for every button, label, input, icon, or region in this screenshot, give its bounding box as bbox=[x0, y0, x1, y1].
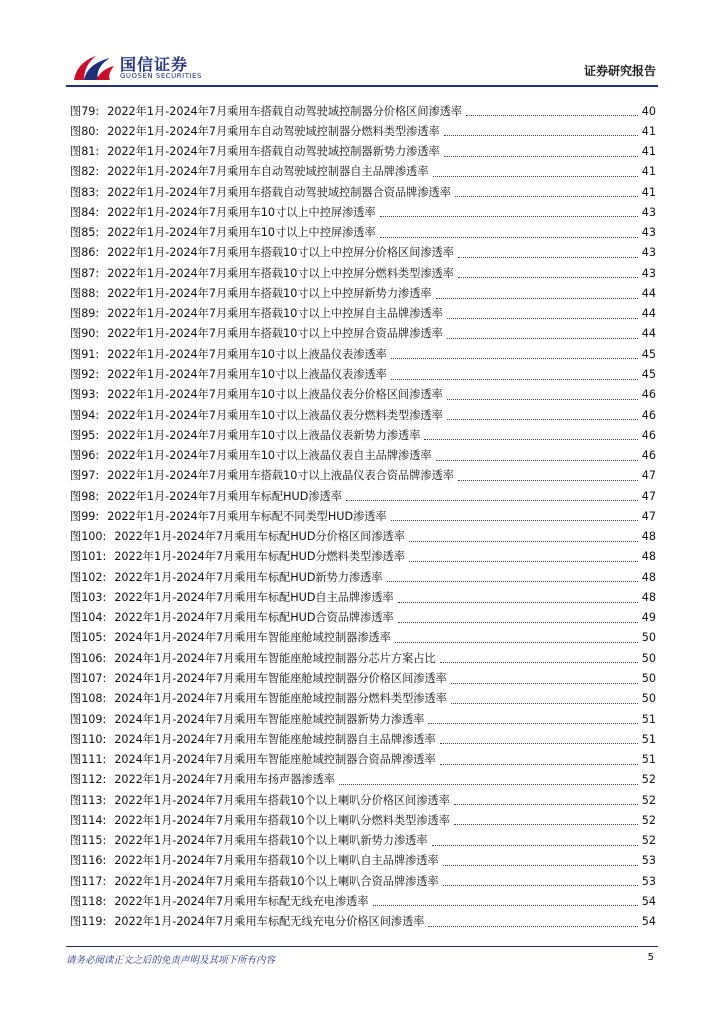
toc-dot-leader bbox=[339, 783, 638, 785]
toc-entry-page: 46 bbox=[641, 428, 656, 442]
toc-entry[interactable] bbox=[70, 263, 656, 283]
toc-entry-label: 图87: bbox=[70, 266, 100, 280]
toc-dot-leader bbox=[346, 499, 638, 501]
toc-entry-page: 51 bbox=[641, 753, 656, 767]
toc-entry-page: 43 bbox=[641, 246, 656, 260]
toc-entry-title: 2022年1月-2024年7月乘用车搭载10寸以上中控屏分燃料类型渗透率 bbox=[107, 266, 454, 280]
toc-dot-leader bbox=[373, 904, 638, 906]
toc-entry[interactable] bbox=[70, 405, 656, 425]
toc-entry-title: 2022年1月-2024年7月乘用车10寸以上中控屏渗透率 bbox=[107, 205, 376, 219]
toc-dot-leader bbox=[398, 621, 638, 623]
header-divider bbox=[66, 85, 658, 87]
toc-dot-leader bbox=[428, 722, 637, 724]
toc-entry-page: 50 bbox=[641, 692, 656, 706]
toc-dot-leader bbox=[458, 479, 638, 481]
toc-entry-label: 图113: bbox=[70, 793, 107, 807]
toc-entry-label: 图94: bbox=[70, 408, 100, 422]
guosen-logo bbox=[70, 50, 200, 84]
toc-entry-title: 2022年1月-2024年7月乘用车标配无线充电渗透率 bbox=[114, 894, 369, 908]
toc-entry-label: 图119: bbox=[70, 915, 107, 929]
toc-dot-leader bbox=[380, 215, 638, 217]
toc-entry-label: 图111: bbox=[70, 753, 107, 767]
toc-entry-title: 2022年1月-2024年7月乘用车搭载10寸以上中控屏自主品牌渗透率 bbox=[107, 307, 443, 321]
toc-entry[interactable] bbox=[70, 547, 656, 567]
toc-entry-label: 图115: bbox=[70, 834, 107, 848]
toc-entry-page: 43 bbox=[641, 266, 656, 280]
toc-entry-label: 图107: bbox=[70, 671, 107, 685]
toc-entry[interactable] bbox=[70, 567, 656, 587]
toc-entry-page: 53 bbox=[641, 874, 656, 888]
toc-entry[interactable] bbox=[70, 871, 656, 891]
toc-entry-page: 50 bbox=[641, 651, 656, 665]
toc-entry-page: 47 bbox=[641, 489, 656, 503]
toc-entry-title: 2022年1月-2024年7月乘用车搭载10寸以上中控屏新势力渗透率 bbox=[107, 286, 432, 300]
toc-dot-leader bbox=[440, 661, 638, 663]
toc-entry-title: 2022年1月-2024年7月乘用车标配HUD新势力渗透率 bbox=[114, 570, 383, 584]
toc-entry-label: 图116: bbox=[70, 854, 107, 868]
toc-entry-page: 50 bbox=[641, 671, 656, 685]
toc-entry-title: 2024年1月-2024年7月乘用车智能座舱域控制器合资品牌渗透率 bbox=[114, 753, 436, 767]
toc-entry[interactable] bbox=[70, 668, 656, 688]
toc-entry-page: 48 bbox=[641, 530, 656, 544]
toc-dot-leader bbox=[451, 682, 638, 684]
toc-entry-title: 2024年1月-2024年7月乘用车智能座舱域控制器渗透率 bbox=[114, 631, 391, 645]
toc-entry-title: 2022年1月-2024年7月乘用车标配无线充电分价格区间渗透率 bbox=[114, 915, 425, 929]
toc-entry-label: 图100: bbox=[70, 530, 107, 544]
toc-dot-leader bbox=[447, 337, 638, 339]
toc-entry-page: 47 bbox=[641, 469, 656, 483]
toc-entry-label: 图106: bbox=[70, 651, 107, 665]
toc-entry-title: 2022年1月-2024年7月乘用车搭载自动驾驶域控制器分价格区间渗透率 bbox=[107, 104, 463, 118]
toc-entry-title: 2022年1月-2024年7月乘用车10寸以上液晶仪表自主品牌渗透率 bbox=[107, 449, 432, 463]
toc-dot-leader bbox=[436, 459, 638, 461]
toc-entry-title: 2022年1月-2024年7月乘用车自动驾驶域控制器分燃料类型渗透率 bbox=[107, 124, 440, 138]
toc-entry-title: 2022年1月-2024年7月乘用车搭载10个以上喇叭合资品牌渗透率 bbox=[114, 874, 439, 888]
toc-entry[interactable] bbox=[70, 587, 656, 607]
toc-dot-leader bbox=[455, 195, 638, 197]
toc-entry-label: 图79: bbox=[70, 104, 100, 118]
toc-entry[interactable] bbox=[70, 364, 656, 384]
toc-entry-title: 2024年1月-2024年7月乘用车智能座舱域控制器自主品牌渗透率 bbox=[114, 732, 436, 746]
toc-dot-leader bbox=[436, 297, 638, 299]
toc-entry-page: 53 bbox=[641, 854, 656, 868]
toc-dot-leader bbox=[409, 560, 638, 562]
toc-dot-leader bbox=[409, 540, 638, 542]
toc-entry-page: 54 bbox=[641, 894, 656, 908]
toc-entry-label: 图80: bbox=[70, 124, 100, 138]
toc-entry[interactable] bbox=[70, 608, 656, 628]
toc-entry-page: 41 bbox=[641, 185, 656, 199]
toc-entry-label: 图117: bbox=[70, 874, 107, 888]
toc-dot-leader bbox=[395, 641, 638, 643]
toc-entry-label: 图84: bbox=[70, 205, 100, 219]
toc-dot-leader bbox=[391, 519, 638, 521]
toc-entry-label: 图92: bbox=[70, 367, 100, 381]
toc-entry-title: 2024年1月-2024年7月乘用车智能座舱域控制器分价格区间渗透率 bbox=[114, 671, 447, 685]
toc-entry-page: 52 bbox=[641, 813, 656, 827]
toc-entry-page: 48 bbox=[641, 570, 656, 584]
toc-entry[interactable] bbox=[70, 223, 656, 243]
disclaimer-note: 请务必阅读正文之后的免责声明及其项下所有内容 bbox=[66, 955, 276, 966]
toc-dot-leader bbox=[440, 742, 638, 744]
toc-entry[interactable] bbox=[70, 162, 656, 182]
toc-entry-label: 图81: bbox=[70, 145, 100, 159]
toc-entry-label: 图104: bbox=[70, 611, 107, 625]
toc-entry-title: 2022年1月-2024年7月乘用车搭载自动驾驶域控制器新势力渗透率 bbox=[107, 145, 440, 159]
toc-entry-title: 2022年1月-2024年7月乘用车10寸以上液晶仪表新势力渗透率 bbox=[107, 428, 421, 442]
toc-entry[interactable] bbox=[70, 202, 656, 222]
toc-entry-label: 图99: bbox=[70, 509, 100, 523]
toc-entry-label: 图89: bbox=[70, 307, 100, 321]
toc-entry[interactable] bbox=[70, 770, 656, 790]
toc-entry[interactable] bbox=[70, 851, 656, 871]
toc-entry[interactable] bbox=[70, 142, 656, 162]
report-type-label: 证券研究报告 bbox=[583, 64, 656, 78]
logo-chinese-name: 国信证券 bbox=[120, 55, 189, 74]
toc-entry-page: 48 bbox=[641, 550, 656, 564]
toc-entry[interactable] bbox=[70, 750, 656, 770]
toc-entry-title: 2022年1月-2024年7月乘用车搭载10寸以上液晶仪表合资品牌渗透率 bbox=[107, 469, 454, 483]
toc-entry[interactable] bbox=[70, 527, 656, 547]
toc-entry-page: 46 bbox=[641, 388, 656, 402]
toc-entry-label: 图88: bbox=[70, 286, 100, 300]
toc-dot-leader bbox=[454, 803, 638, 805]
page-number: 5 bbox=[647, 952, 654, 963]
toc-entry-label: 图105: bbox=[70, 631, 107, 645]
toc-entry-label: 图103: bbox=[70, 590, 107, 604]
toc-entry[interactable] bbox=[70, 790, 656, 810]
toc-dot-leader bbox=[398, 601, 638, 603]
toc-entry-label: 图102: bbox=[70, 570, 107, 584]
toc-entry-title: 2022年1月-2024年7月乘用车10寸以上中控屏渗透率 bbox=[107, 226, 376, 240]
toc-entry-title: 2024年1月-2024年7月乘用车智能座舱域控制器新势力渗透率 bbox=[114, 712, 425, 726]
toc-entry-label: 图86: bbox=[70, 246, 100, 260]
toc-entry-page: 47 bbox=[641, 509, 656, 523]
toc-dot-leader bbox=[458, 256, 638, 258]
toc-entry[interactable] bbox=[70, 344, 656, 364]
toc-entry-title: 2022年1月-2024年7月乘用车搭载10寸以上中控屏合资品牌渗透率 bbox=[107, 327, 443, 341]
toc-dot-leader bbox=[432, 844, 638, 846]
toc-entry-page: 54 bbox=[641, 915, 656, 929]
toc-entry-label: 图98: bbox=[70, 489, 100, 503]
toc-entry[interactable] bbox=[70, 486, 656, 506]
toc-entry-page: 41 bbox=[641, 165, 656, 179]
toc-entry-page: 49 bbox=[641, 611, 656, 625]
toc-dot-leader bbox=[391, 357, 638, 359]
toc-entry-label: 图97: bbox=[70, 469, 100, 483]
toc-entry-label: 图82: bbox=[70, 165, 100, 179]
toc-entry-label: 图90: bbox=[70, 327, 100, 341]
toc-dot-leader bbox=[444, 134, 638, 136]
toc-entry[interactable] bbox=[70, 283, 656, 303]
toc-entry-page: 48 bbox=[641, 590, 656, 604]
toc-entry-title: 2022年1月-2024年7月乘用车搭载10寸以上中控屏分价格区间渗透率 bbox=[107, 246, 454, 260]
toc-dot-leader bbox=[424, 438, 637, 440]
toc-entry-page: 46 bbox=[641, 449, 656, 463]
toc-entry-title: 2022年1月-2024年7月乘用车标配HUD自主品牌渗透率 bbox=[114, 590, 394, 604]
toc-entry-title: 2022年1月-2024年7月乘用车标配HUD渗透率 bbox=[107, 489, 342, 503]
guosen-logo-mark-icon bbox=[70, 50, 116, 84]
toc-entry-page: 51 bbox=[641, 732, 656, 746]
toc-entry-title: 2024年1月-2024年7月乘用车智能座舱域控制器分燃料类型渗透率 bbox=[114, 692, 447, 706]
toc-entry[interactable] bbox=[70, 729, 656, 749]
toc-entry-title: 2022年1月-2024年7月乘用车标配HUD分价格区间渗透率 bbox=[114, 530, 405, 544]
toc-entry-title: 2022年1月-2024年7月乘用车搭载自动驾驶域控制器合资品牌渗透率 bbox=[107, 185, 451, 199]
toc-entry-page: 44 bbox=[641, 307, 656, 321]
toc-entry-label: 图91: bbox=[70, 347, 100, 361]
page-header bbox=[0, 0, 724, 92]
toc-entry-page: 50 bbox=[641, 631, 656, 645]
toc-entry-page: 43 bbox=[641, 226, 656, 240]
toc-dot-leader bbox=[458, 276, 638, 278]
toc-entry-title: 2022年1月-2024年7月乘用车自动驾驶域控制器自主品牌渗透率 bbox=[107, 165, 429, 179]
toc-dot-leader bbox=[447, 398, 638, 400]
toc-dot-leader bbox=[447, 418, 638, 420]
toc-entry-page: 44 bbox=[641, 327, 656, 341]
toc-dot-leader bbox=[447, 317, 638, 319]
toc-dot-leader bbox=[387, 580, 638, 582]
toc-entry-page: 46 bbox=[641, 408, 656, 422]
toc-entry-page: 41 bbox=[641, 145, 656, 159]
toc-entry-title: 2022年1月-2024年7月乘用车标配不同类型HUD渗透率 bbox=[107, 509, 387, 523]
toc-dot-leader bbox=[443, 884, 638, 886]
toc-entry-label: 图95: bbox=[70, 428, 100, 442]
toc-entry[interactable] bbox=[70, 506, 656, 526]
toc-entry[interactable] bbox=[70, 466, 656, 486]
toc-entry[interactable] bbox=[70, 628, 656, 648]
toc-entry-label: 图109: bbox=[70, 712, 107, 726]
toc-entry[interactable] bbox=[70, 324, 656, 344]
toc-entry[interactable] bbox=[70, 101, 656, 121]
toc-entry-label: 图118: bbox=[70, 894, 107, 908]
toc-entry-label: 图85: bbox=[70, 226, 100, 240]
toc-entry-title: 2024年1月-2024年7月乘用车智能座舱域控制器分芯片方案占比 bbox=[114, 651, 436, 665]
toc-entry-label: 图96: bbox=[70, 449, 100, 463]
toc-entry-page: 45 bbox=[641, 347, 656, 361]
toc-entry-label: 图112: bbox=[70, 773, 107, 787]
toc-entry-page: 52 bbox=[641, 793, 656, 807]
toc-dot-leader bbox=[451, 702, 638, 704]
toc-entry-page: 44 bbox=[641, 286, 656, 300]
toc-entry-title: 2022年1月-2024年7月乘用车标配HUD分燃料类型渗透率 bbox=[114, 550, 405, 564]
toc-dot-leader bbox=[433, 175, 638, 177]
toc-entry-title: 2022年1月-2024年7月乘用车搭载10个以上喇叭分燃料类型渗透率 bbox=[114, 813, 450, 827]
toc-entry[interactable] bbox=[70, 891, 656, 911]
toc-entry-title: 2022年1月-2024年7月乘用车10寸以上液晶仪表分价格区间渗透率 bbox=[107, 388, 443, 402]
toc-entry-title: 2022年1月-2024年7月乘用车10寸以上液晶仪表渗透率 bbox=[107, 347, 387, 361]
toc-entry-page: 52 bbox=[641, 773, 656, 787]
toc-entry-page: 41 bbox=[641, 124, 656, 138]
toc-entry-page: 43 bbox=[641, 205, 656, 219]
toc-entry-title: 2022年1月-2024年7月乘用车10寸以上液晶仪表渗透率 bbox=[107, 367, 387, 381]
toc-entry[interactable] bbox=[70, 648, 656, 668]
toc-entry-title: 2022年1月-2024年7月乘用车搭载10个以上喇叭新势力渗透率 bbox=[114, 834, 428, 848]
figure-index-list bbox=[70, 101, 656, 932]
toc-entry-title: 2022年1月-2024年7月乘用车标配HUD合资品牌渗透率 bbox=[114, 611, 394, 625]
toc-entry-page: 40 bbox=[641, 104, 656, 118]
toc-dot-leader bbox=[440, 763, 638, 765]
logo-english-name: GUOSEN SECURITIES bbox=[120, 72, 202, 80]
toc-entry[interactable] bbox=[70, 810, 656, 830]
toc-entry-label: 图101: bbox=[70, 550, 107, 564]
toc-entry[interactable] bbox=[70, 912, 656, 932]
toc-entry-label: 图108: bbox=[70, 692, 107, 706]
toc-entry-title: 2022年1月-2024年7月乘用车10寸以上液晶仪表分燃料类型渗透率 bbox=[107, 408, 443, 422]
toc-entry[interactable] bbox=[70, 385, 656, 405]
toc-entry[interactable] bbox=[70, 304, 656, 324]
toc-dot-leader bbox=[454, 823, 638, 825]
toc-entry-label: 图114: bbox=[70, 813, 107, 827]
toc-dot-leader bbox=[428, 925, 637, 927]
toc-dot-leader bbox=[466, 114, 638, 116]
toc-entry-title: 2022年1月-2024年7月乘用车扬声器渗透率 bbox=[114, 773, 335, 787]
toc-entry-label: 图93: bbox=[70, 388, 100, 402]
toc-entry-label: 图110: bbox=[70, 732, 107, 746]
toc-entry-title: 2022年1月-2024年7月乘用车搭载10个以上喇叭分价格区间渗透率 bbox=[114, 793, 450, 807]
toc-dot-leader bbox=[444, 155, 638, 157]
toc-dot-leader bbox=[391, 378, 638, 380]
toc-entry-page: 52 bbox=[641, 834, 656, 848]
toc-entry[interactable] bbox=[70, 446, 656, 466]
toc-entry[interactable] bbox=[70, 243, 656, 263]
toc-entry[interactable] bbox=[70, 121, 656, 141]
toc-entry-title: 2022年1月-2024年7月乘用车搭载10个以上喇叭自主品牌渗透率 bbox=[114, 854, 439, 868]
toc-dot-leader bbox=[443, 864, 638, 866]
toc-entry-page: 51 bbox=[641, 712, 656, 726]
toc-entry[interactable] bbox=[70, 831, 656, 851]
toc-entry-page: 45 bbox=[641, 367, 656, 381]
toc-entry[interactable] bbox=[70, 425, 656, 445]
footer-divider bbox=[66, 946, 658, 947]
toc-entry[interactable] bbox=[70, 709, 656, 729]
toc-dot-leader bbox=[380, 236, 638, 238]
toc-entry-label: 图83: bbox=[70, 185, 100, 199]
toc-entry[interactable] bbox=[70, 182, 656, 202]
toc-entry[interactable] bbox=[70, 689, 656, 709]
